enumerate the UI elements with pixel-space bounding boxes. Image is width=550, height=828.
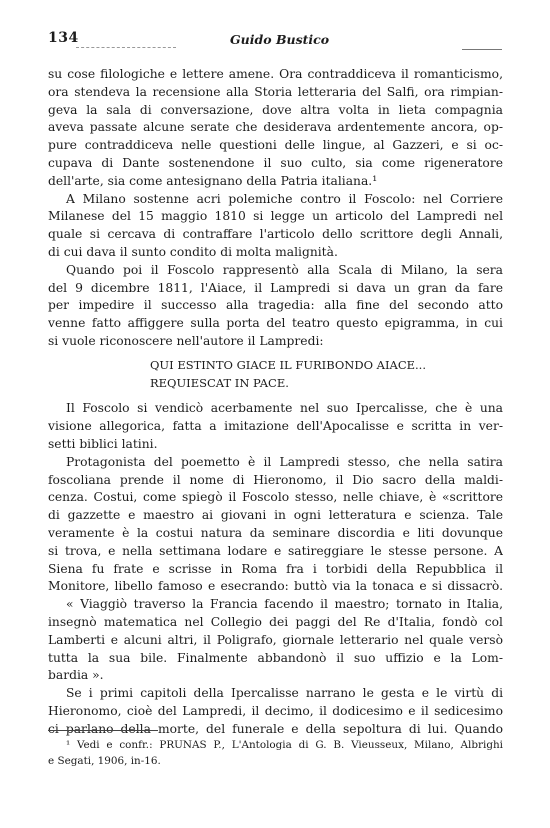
text-line: Monitore, libello famoso e esecrando: buttò via la tonaca e si dissacrò. [48, 579, 503, 594]
text-line: Quando poi il Foscolo rappresentò alla Scala di Milano, la sera [66, 262, 503, 277]
text-line: insegnò matematica nel Collegio dei paggi del Re d'Italia, fondò col [48, 614, 503, 629]
text-line: Protagonista del poemetto è il Lampredi stesso, che nella satira [66, 454, 503, 469]
page-header [48, 30, 502, 52]
text-line: Lamberti e alcuni altri, il Poligrafo, giornale letterario nel quale versò [48, 632, 503, 647]
text-line: bardia ». [48, 668, 104, 683]
text-line: di gazzette e maestro ai giovani in ogni letteratura e scienza. Tale [48, 508, 503, 523]
text-line: su cose filologiche e lettere amene. Ora contraddiceva il romanticismo, [48, 67, 503, 81]
text-line: del 9 dicembre 1811, l'Aiace, il Lampredi si dava un gran da fare [48, 280, 503, 295]
text-line: Hieronomo, cioè del Lampredi, il decimo, il dodicesimo e il sedicesimo [48, 703, 503, 718]
footnote-rule [48, 730, 158, 731]
text-line: quale si cercava di contraffare l'articolo dello scrittore degli Annali, [48, 227, 503, 242]
text-line: setti biblici latini. [48, 436, 158, 451]
text-line: veramente è la costui natura da seminare discordia e liti dovunque [48, 525, 503, 540]
text-line: visione allegorica, fatta a imitazione dell'Apocalisse e scritta in ver- [48, 419, 503, 434]
text-line: aveva passate alcune serate che desiderava ardentemente ancora, op- [48, 120, 503, 135]
text-line: Se i primi capitoli della Ipercalisse narrano le gesta e le virtù di [66, 686, 503, 701]
text-line: A Milano sostenne acri polemiche contro il Foscolo: nel Corriere [66, 191, 503, 206]
text-line: Milanese del 15 maggio 1810 si legge un articolo del Lampredi nel [48, 209, 503, 224]
epigram-line: REQUIESCAT IN PACE. [150, 375, 289, 390]
body-text [48, 66, 503, 738]
footnote-line: e Segati, 1906, in-16. [48, 755, 161, 767]
header-rule-right [462, 49, 502, 50]
text-line: ci parlano della morte, del funerale e della sepoltura di lui. Quando [48, 721, 503, 736]
text-line: ora stendeva la recensione alla Storia letteraria del Salfi, ora rimpian- [48, 84, 503, 99]
text-line: di cui dava il sunto condito di molta malignità. [48, 244, 338, 259]
text-line: Siena fu frate e scrisse in Roma fra i torbidi della Repubblica il [48, 561, 503, 576]
text-line: Il Foscolo si vendicò acerbamente nel suo Ipercalisse, che è una [66, 401, 503, 416]
text-line: foscoliana prende il nome di Hieronomo, il Dio sacro della maldi- [48, 472, 503, 487]
text-line: cenza. Costui, come spiegò il Foscolo stesso, nelle chiave, è «scrittore [48, 490, 503, 505]
text-line: per impedire il successo alla tragedia: alla fine del secondo atto [48, 298, 503, 313]
text-line: « Viaggiò traverso la Francia facendo il maestro; tornato in Italia, [66, 597, 503, 612]
text-line: dell'arte, sia come antesignano della Patria italiana.¹ [48, 173, 378, 188]
text-line: geva la sala di conversazione, dove altra volta in lieta compagnia [48, 102, 503, 117]
text-line: venne fatto affiggere sulla porta del teatro questo epigramma, in cui [48, 316, 503, 331]
text-line: pure contraddiceva nelle questioni delle lingue, al Gazzeri, e si oc- [48, 138, 503, 153]
text-line: si vuole riconoscere nell'autore il Lampredi: [48, 333, 324, 348]
text-line: si trova, e nella settimana lodare e satireggiare le stesse persone. A [48, 543, 503, 558]
running-head: Guido Bustico [230, 32, 330, 47]
spacer [48, 392, 503, 400]
text-line: cupava di Dante sostenendone il suo culto, sia come rigeneratore [48, 155, 503, 170]
text-line: tutta la sua bile. Finalmente abbandonò il suo uffizio e la Lom- [48, 650, 503, 665]
footnote-line: ¹ Vedi e confr.: PRUNAS P., L'Antologia di G. B. Vieusseux, Milano, Albrighi [66, 739, 503, 751]
epigram-line: QUI ESTINTO GIACE IL FURIBONDO AIACE... [150, 357, 426, 372]
page-number: 134 [48, 30, 79, 46]
header-rule [76, 47, 176, 48]
footnote [48, 737, 503, 769]
